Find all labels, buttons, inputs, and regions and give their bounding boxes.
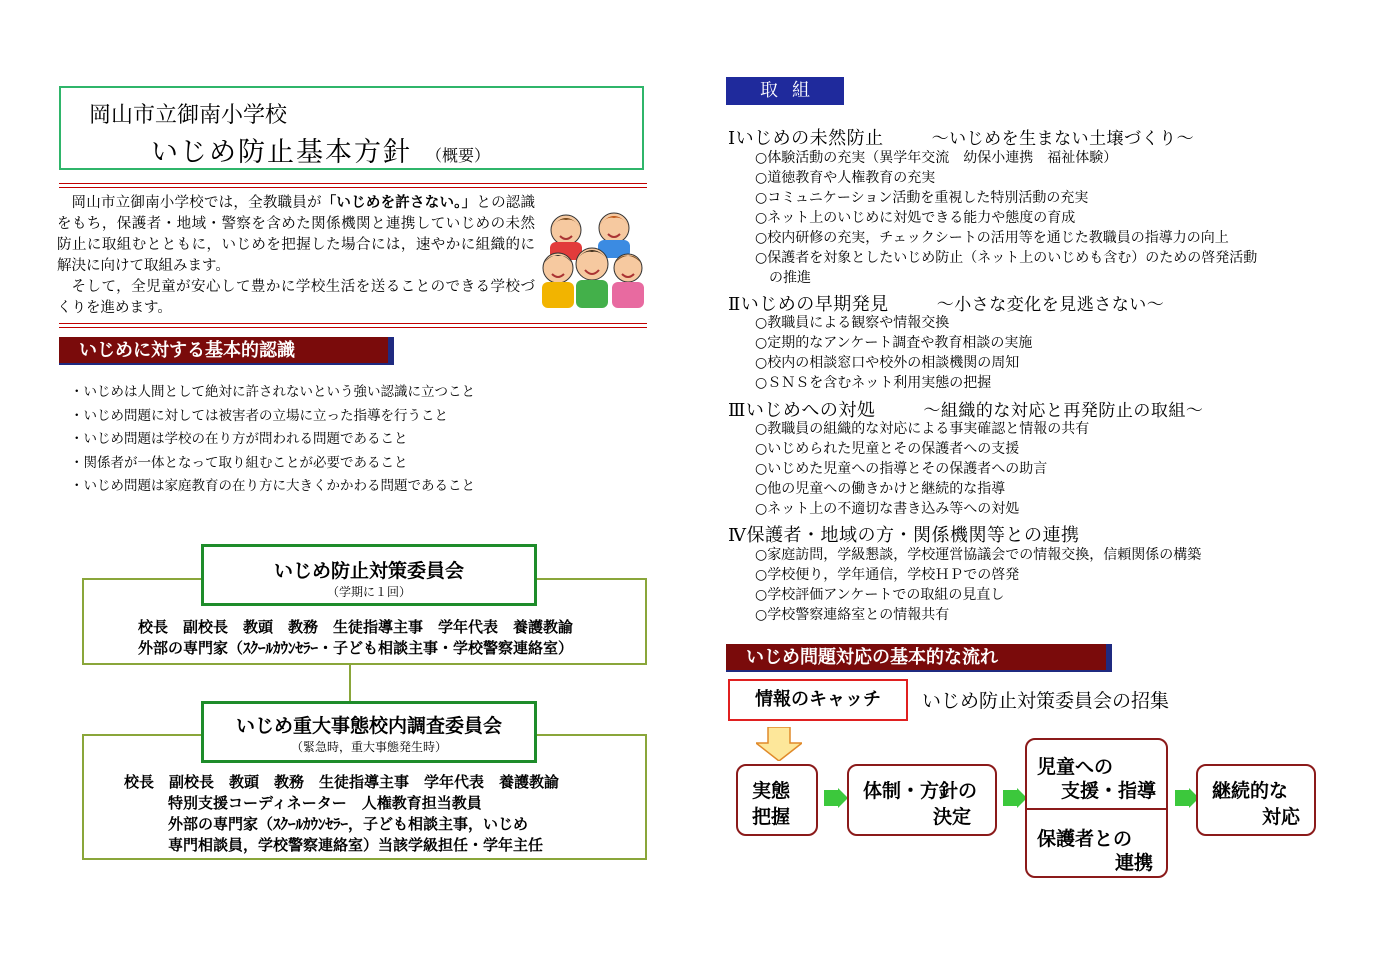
- recognition-list: [70, 381, 475, 499]
- list-item: ○定期的なアンケート調査や教育相談の実施: [755, 335, 1033, 351]
- info-catch-box: 情報のキャッチ: [728, 679, 908, 721]
- divider-top-1: [59, 183, 647, 184]
- list-item: ○教職員の組織的な対応による事実確認と情報の共有: [755, 421, 1090, 437]
- committee1-title: いじめ防止対策委員会: [273, 560, 464, 582]
- list-item: ○いじめられた児童とその保護者への支援: [755, 441, 1020, 457]
- torikumi-heading: 取組: [726, 77, 844, 105]
- committee2-title: いじめ重大事態校内調査委員会: [235, 715, 502, 737]
- committee2-line: 校長 副校長 教頭 教務 生徒指導主事 学年代表 養護教諭: [124, 773, 560, 791]
- flow-heading: いじめ問題対応の基本的な流れ: [726, 644, 1112, 672]
- school-name: 岡山市立御南小学校: [89, 103, 288, 128]
- flow-step-assess: 実態 把握: [736, 764, 818, 836]
- right-arrow-icon: [1175, 790, 1189, 806]
- list-item: ○保護者を対象としたいじめ防止（ネット上のいじめも含む）のための啓発活動: [755, 250, 1258, 266]
- committee2-subtitle: （緊急時，重大事態発生時）: [290, 740, 447, 754]
- list-item: ・いじめは人間として絶対に許されないという強い認識に立つこと: [70, 384, 475, 400]
- divider-bottom-1: [59, 323, 647, 324]
- list-item: ○体験活動の充実（異学年交流 幼保小連携 福祉体験）: [755, 150, 1118, 166]
- right-arrow-icon: [1003, 790, 1017, 806]
- section-1-title: Ⅰいじめの未然防止 ～いじめを生まない土壌づくり～: [728, 128, 1195, 149]
- flow-step-decide: 体制・方針の 決定: [847, 764, 997, 836]
- title-note: （概要）: [426, 146, 491, 165]
- list-item: ・いじめ問題は家庭教育の在り方に大きくかかわる問題であること: [70, 478, 475, 494]
- committee2-title-box: [201, 701, 537, 763]
- committee2-line: 外部の専門家（ｽｸｰﾙｶｳﾝｾﾗｰ，子ども相談主事，いじめ: [168, 815, 529, 833]
- flow-step-continue: 継続的な 対応: [1196, 764, 1316, 836]
- list-item: ○いじめた児童への指導とその保護者への助言: [755, 461, 1048, 477]
- main-title: いじめ防止基本方針: [151, 137, 412, 168]
- flow-divider: [1027, 808, 1166, 810]
- list-item: ○ＳＮＳを含むネット利用実態の把握: [755, 375, 992, 391]
- list-item: ・関係者が一体となって取り組むことが必要であること: [70, 454, 408, 471]
- divider-bottom-2: [59, 327, 647, 328]
- intro-emphasis: 「いじめを許さない。」: [321, 194, 477, 211]
- committee1-line: 外部の専門家（ｽｸｰﾙｶｳﾝｾﾗｰ・子ども相談主事・学校警察連絡室）: [138, 639, 574, 657]
- flow-step-support: 児童への 支援・指導 保護者との 連携: [1025, 738, 1168, 878]
- list-item: ・いじめ問題は学校の在り方が問われる問題であること: [70, 431, 408, 447]
- intro-paragraph-2: そして，全児童が安心して豊かに学校生活を送ることのできる学校づくりを進めます。: [57, 279, 535, 316]
- list-item: ・いじめ問題に対しては被害者の立場に立った指導を行うこと: [70, 407, 448, 424]
- list-item: ○校内の相談窓口や校外の相談機関の周知: [755, 355, 1020, 371]
- divider-top-2: [59, 187, 647, 188]
- list-item: ○ネット上のいじめに対処できる能力や態度の育成: [755, 210, 1076, 226]
- intro-paragraph-1: 岡山市立御南小学校では，全教職員が「いじめを許さない。」との認識をもち，保護者・地域・警察を含めた関係機関と連携していじめの未然防止に取組むとともに，いじめを把握した場合には，速やかに組織的に解決に向けて取組みます。: [57, 194, 536, 274]
- section-2-title: Ⅱいじめの早期発見 ～小さな変化を見逃さない～: [728, 294, 1165, 315]
- committee1-line: 校長 副校長 教頭 教務 生徒指導主事 学年代表 養護教諭: [138, 618, 574, 636]
- intro-text: [57, 192, 535, 319]
- list-item: ○ネット上の不適切な書き込み等への対処: [755, 501, 1020, 517]
- list-item: ○コミュニケーション活動を重視した特別活動の充実: [755, 190, 1089, 206]
- list-item: ○家庭訪問，学級懇談，学校運営協議会での情報交換，信頼関係の構築: [755, 547, 1202, 563]
- list-item: の推進: [755, 270, 811, 286]
- committee1-title-box: [201, 544, 537, 606]
- committee2-line: 専門相談員，学校警察連絡室）当該学級担任・学年主任: [168, 836, 544, 854]
- recognition-heading: いじめに対する基本的認識: [59, 337, 394, 365]
- right-arrow-icon: [824, 790, 838, 806]
- list-item: ○学校警察連絡室との情報共有: [755, 607, 950, 623]
- down-arrow-icon: [756, 727, 802, 761]
- section-4-title: Ⅳ保護者・地域の方・関係機関等との連携: [728, 525, 1080, 546]
- title-box: [59, 86, 644, 170]
- page-title: [151, 130, 490, 169]
- section-3-title: Ⅲいじめへの対処 ～組織的な対応と再発防止の取組～: [728, 400, 1204, 421]
- list-item: ○学校便り，学年通信，学校ＨＰでの啓発: [755, 567, 1020, 583]
- list-item: ○教職員による観察や情報交換: [755, 315, 950, 331]
- list-item: ○学校評価アンケートでの取組の見直し: [755, 587, 1005, 603]
- committee1-subtitle: （学期に１回）: [326, 585, 411, 599]
- convene-text: いじめ防止対策委員会の招集: [922, 690, 1170, 712]
- list-item: ○校内研修の充実，チェックシートの活用等を通じた教職員の指導力の向上: [755, 230, 1229, 246]
- committee-connector: [349, 665, 351, 703]
- list-item: ○他の児童への働きかけと継続的な指導: [755, 481, 1006, 497]
- committee2-line: 特別支援コーディネーター 人権教育担当教員: [168, 794, 482, 812]
- list-item: ○道徳教育や人権教育の充実: [755, 170, 936, 186]
- children-group-illustration: [536, 202, 648, 314]
